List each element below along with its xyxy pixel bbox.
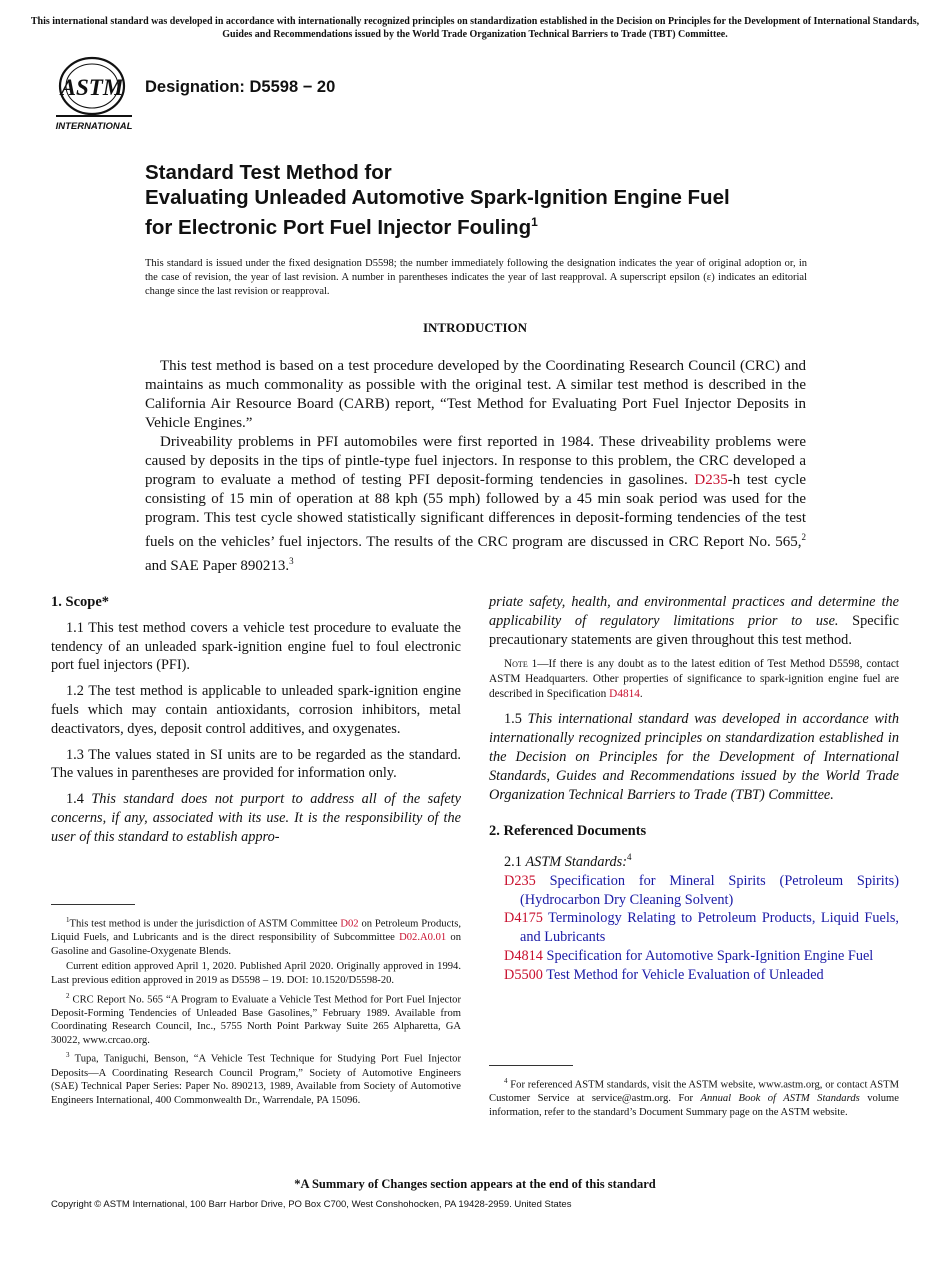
introduction-body [145, 357, 806, 576]
copyright: Copyright © ASTM International, 100 Barr Harbor Drive, PO Box C700, West Conshohocken, PA 19428-2959. United States [51, 1199, 572, 1210]
reference-code: D5500 [504, 966, 543, 983]
section-1-1: 1.1 This test method covers a vehicle test procedure to evaluate the tendency of an unleaded spark-ignition engine fuel to foul electronic port fuel injectors (PFI). [51, 619, 461, 674]
reference-item[interactable] [489, 909, 899, 947]
d02-a0-01-link[interactable]: D02.A0.01 [399, 932, 447, 944]
reference-item[interactable] [489, 872, 899, 910]
section-1-5: 1.5 This international standard was developed in accordance with internationally recognized principles on standardization established in the Decision on Principles for the Development of International Standards, Guides and Recommendations issued by the World Trade Organization Technical Barriers to Trade (TBT) Committee. [489, 711, 900, 803]
title-line-3: for Electronic Port Fuel Injector Fouling [145, 215, 532, 239]
reference-code: D4814 [504, 947, 543, 964]
footnote-1-edition: Current edition approved April 1, 2020. Published April 2020. Originally approved in 1994. Last previous edition approved in 2019 as D5598 – 19. DOI: 10.1520/D5598-20. [51, 961, 461, 986]
reference-title: Specification for Automotive Spark-Ignition Engine Fuel [546, 947, 874, 964]
reference-title: Test Method for Vehicle Evaluation of Unleaded [546, 966, 824, 983]
footnote-divider-left [51, 904, 135, 905]
document-title [145, 161, 845, 240]
introduction-heading: INTRODUCTION [422, 320, 527, 335]
footnotes-left [51, 914, 461, 1109]
designation: Designation: D5598 − 20 [145, 78, 336, 96]
issue-note: This standard is issued under the fixed designation D5598; the number immediately following the designation indicates the year of original adoption or, in the case of revision, the year of last revision. A number in parentheses indicates the year of last reapproval. A superscript epsilon (ε) indicates an editorial change since the last revision or reapproval. [145, 258, 807, 297]
section-1-4-continued: priate safety, health, and environmental practices and determine the applicability of regulatory limitations prior to use. Specific precautionary statements are given throughout this test method. [489, 594, 899, 648]
footnote-3: $^3$ Tupa, Taniguchi, Benson, “A Vehicle Test Technique for Studying Port Fuel Injector Deposits—A Coordinating Research Council Program,” Society of Automotive Engineers (SAE) Technical Paper Series: Paper No. 890213, 1989, Available from Society of Automotive Engineers International, 400 Commonwealth Dr., Warrendale, PA 15096. [51, 1051, 461, 1106]
footnote-divider-right [489, 1065, 573, 1066]
scope-heading: 1. Scope* [51, 594, 109, 610]
title-line-1: Standard Test Method for [145, 161, 392, 184]
d235-link[interactable]: D235 [694, 472, 728, 488]
footnotes-right [489, 1075, 899, 1121]
footnote-1: $^1$This test method is under the jurisdiction of ASTM Committee D02 on Petroleum Products, Liquid Fuels, and Lubricants and is the direct responsibility of Subcommittee D02.A0.01 on Gasoline and Gasoline-Oxygenate Blends. [51, 916, 461, 957]
logo-international: INTERNATIONAL [55, 121, 133, 132]
intro-paragraph-1: This test method is based on a test procedure developed by the Coordinating Research Council (CRC) and maintains as much commonality as possible with the original test. A similar test method is described in the California Air Resource Board (CARB) report, “Test Method for Evaluating Port Fuel Injector Deposits in Vehicle Engines.” [145, 358, 806, 431]
summary-of-changes-note: *A Summary of Changes section appears at the end of this standard [294, 1177, 656, 1191]
d4814-note-link[interactable]: D4814 [609, 688, 640, 701]
d02-link[interactable]: D02 [340, 918, 359, 930]
referenced-documents-heading: 2. Referenced Documents [489, 823, 647, 840]
note-1: Note 1—If there is any doubt as to the latest edition of Test Method D5598, contact ASTM Headquarters. Other properties of significance to spark-ignition engine fuel are described in Specification D4814. [489, 658, 899, 701]
top-notice: This international standard was developed in accordance with internationally recognized principles on standardization established in the Decision on Principles for the Development of International Standards, Guides and Recommendations issued by the World Trade Organization Technical Barriers to Trade (TBT) Committee. [30, 16, 920, 40]
astm-logo [52, 56, 136, 134]
footnote-4: $^4$ For referenced ASTM standards, visit the ASTM website, www.astm.org, or contact ASTM Customer Service at service@astm.org. For Annual Book of ASTM Standards volume information, refer to the standard’s Document Summary page on the ASTM website. [489, 1077, 899, 1118]
section-2-1: 2.1 ASTM Standards:$^4$ [504, 852, 632, 870]
reference-code: D4175 [504, 910, 543, 927]
reference-title: Specification for Mineral Spirits (Petroleum Spirits) (Hydrocarbon Dry Cleaning Solvent) [520, 872, 900, 908]
section-1-2: 1.2 The test method is applicable to unleaded spark-ignition engine fuels which may contain antioxidants, corrosion inhibitors, metal deactivators, dyes, deposit control additives, and oxygenates. [51, 683, 461, 737]
title-footnote-mark: 1 [531, 215, 538, 229]
footnote-2: $^2$ CRC Report No. 565 “A Program to Evaluate a Vehicle Test Method for Port Fuel Injector Deposit-Forming Tendencies of Unleaded Base Gasolines,” February 1989. Available from Coordinating Research Council, Inc., 5755 North Point Parkway Suite 265 Alpharetta, GA 30022, www.crcao.org. [51, 991, 461, 1046]
intro-paragraph-2: Driveability problems in PFI automobiles were first reported in 1984. These driveability problems were caused by deposits in the tips of pintle-type fuel injectors. In response to this problem, the CRC developed a program to evaluate a method of testing PFI deposit-forming tendencies in gasolines. D235-h test cycle consisting of 15 min of operation at 88 kph (55 mph) followed by a 45 min soak period was used for the program. This test cycle showed statistically significant differences in deposit-forming tendencies of the test fuels on the vehicles’ fuel injectors. The results of the CRC program are discussed in CRC Report No. 565,$^2$ and SAE Paper 890213.$^3$ [145, 434, 807, 574]
reference-item[interactable] [489, 966, 899, 985]
section-1-3: 1.3 The values stated in SI units are to be regarded as the standard. The values in parentheses are provided for information only. [51, 746, 461, 782]
logo-letters: ASTM [60, 75, 124, 100]
reference-code: D235 [504, 872, 536, 889]
right-column [489, 593, 899, 985]
section-1-4: 1.4 This standard does not purport to address all of the safety concerns, if any, associated with its use. It is the responsibility of the user of this standard to establish appro- [51, 791, 461, 845]
reference-item[interactable] [489, 947, 899, 966]
title-line-2: Evaluating Unleaded Automotive Spark-Ignition Engine Fuel [145, 185, 730, 209]
left-column [51, 593, 461, 854]
reference-title: Terminology Relating to Petroleum Products, Liquid Fuels, and Lubricants [520, 910, 899, 946]
